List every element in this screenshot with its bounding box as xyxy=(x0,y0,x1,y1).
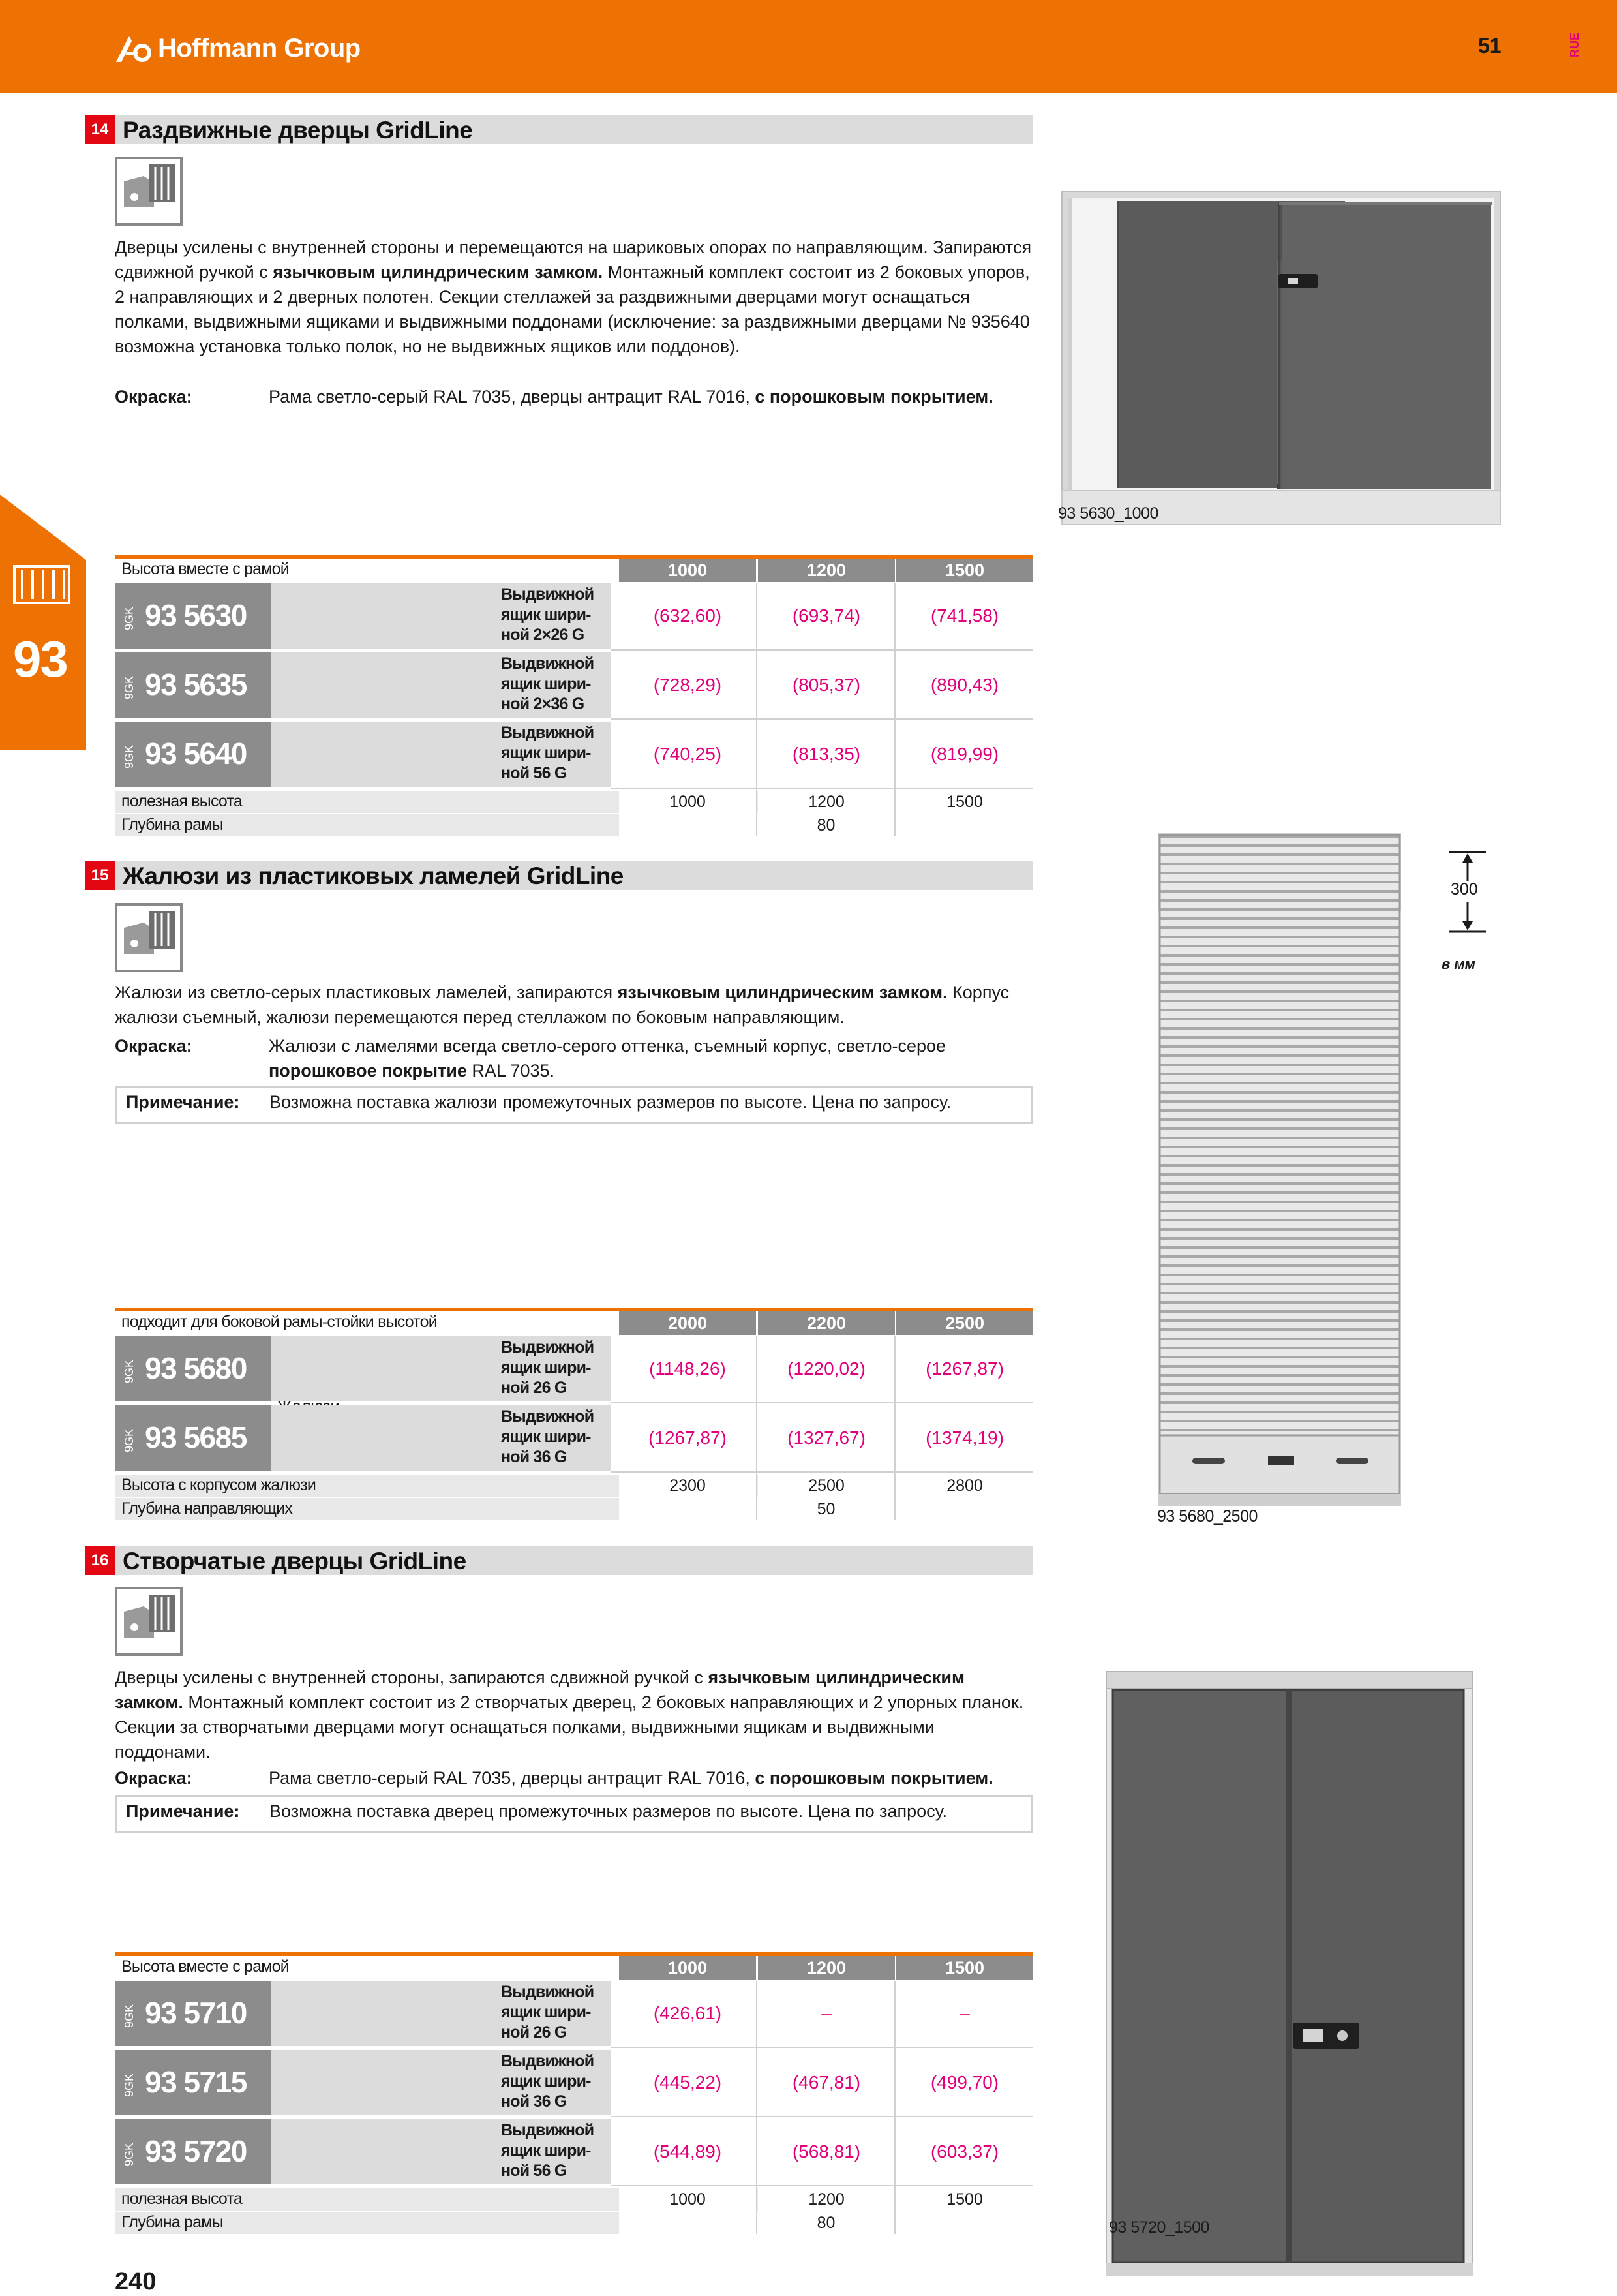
section-number: 15 xyxy=(85,861,115,890)
section-number: 14 xyxy=(85,115,115,144)
price: (1267,87) xyxy=(648,1428,727,1448)
variant-label: Выдвижной ящик шири-ной 36 G xyxy=(501,2052,594,2111)
page-number-bottom: 240 xyxy=(115,2268,157,2295)
section-16-paint: Окраска: Рама светло-серый RAL 7035, дверцы антрацит RAL 7016, с порошковым покрытием. xyxy=(115,1768,993,1788)
price: (632,60) xyxy=(653,605,722,626)
column-header: 2200 xyxy=(758,1311,895,1335)
section-title: Створчатые дверцы GridLine xyxy=(123,1548,466,1574)
section-title: Раздвижные дверцы GridLine xyxy=(123,117,473,144)
price: (741,58) xyxy=(930,605,999,626)
dimension-unit: в мм xyxy=(1442,956,1475,972)
section-title: Жалюзи из пластиковых ламелей GridLine xyxy=(123,863,624,889)
section-15-description: Жалюзи из светло-серых пластиковых ламелей, запираются язычковым цилиндрическим замком. Корпус жалюзи съемный, жалюзи перемещаются перед стеллажом по боковым направляющим. xyxy=(115,983,1010,1027)
chapter-number: 93 xyxy=(13,630,67,688)
column-header: 2500 xyxy=(896,1311,1033,1335)
roller-shutter-image xyxy=(1153,829,1414,1511)
section-15-table xyxy=(115,1308,1033,1523)
cabinet-pictogram-icon xyxy=(115,157,183,226)
dimension-value: 300 xyxy=(1451,880,1478,898)
cabinet-pictogram-icon xyxy=(115,903,183,972)
article-cell: 9GK 93 5680 xyxy=(115,1336,271,1401)
article-number[interactable]: 93 5640 xyxy=(145,737,247,771)
article-number[interactable]: 93 5685 xyxy=(145,1420,247,1454)
chapter-tab xyxy=(0,495,86,750)
article-cell: 9GK 93 5640 xyxy=(115,722,271,787)
price: (1374,19) xyxy=(926,1428,1004,1448)
section-16-table xyxy=(115,1952,1033,2237)
section-15-header xyxy=(85,861,1033,890)
price: (426,61) xyxy=(653,2003,722,2023)
price: (728,29) xyxy=(653,675,722,695)
brand-logo xyxy=(115,29,361,68)
article-number[interactable]: 93 5630 xyxy=(145,598,247,632)
hinged-doors-image xyxy=(1104,1670,1475,2277)
price: (1327,67) xyxy=(787,1428,866,1448)
article-cell: 9GK 93 5635 xyxy=(115,652,271,718)
variant-label: Выдвижной ящик шири-ной 36 G xyxy=(501,1407,594,1466)
hoffmann-logo-icon xyxy=(115,32,151,65)
price: (499,70) xyxy=(930,2072,999,2092)
price: – xyxy=(821,2003,832,2023)
brand-name: Hoffmann Group xyxy=(158,33,361,63)
variant-label: Выдвижной ящик шири-ной 2×36 G xyxy=(501,654,594,713)
variant-label: Выдвижной ящик шири-ной 56 G xyxy=(501,2121,594,2180)
article-number[interactable]: 93 5680 xyxy=(145,1351,247,1385)
price: (813,35) xyxy=(792,744,861,764)
variant-label: Выдвижной ящик шири-ной 2×26 G xyxy=(501,585,594,644)
price: – xyxy=(960,2003,970,2023)
table-header-row: Высота вместе с рамой 1000 1200 1500 xyxy=(115,555,1033,582)
article-cell: 9GK 93 5715 xyxy=(115,2050,271,2115)
image-caption: 93 5720_1500 xyxy=(1109,2218,1209,2237)
section-16-note: Примечание: Возможна поставка дверец промежуточных размеров по высоте. Цена по запросу. xyxy=(115,1795,1033,1833)
column-header: 1200 xyxy=(758,559,895,582)
section-14-header xyxy=(85,115,1033,144)
article-number[interactable]: 93 5715 xyxy=(145,2065,247,2099)
article-cell: 9GK 93 5710 xyxy=(115,1981,271,2046)
article-number[interactable]: 93 5710 xyxy=(145,1996,247,2030)
price: (1148,26) xyxy=(649,1358,726,1379)
cabinet-pictogram-icon xyxy=(115,1587,183,1656)
section-14-paint: Окраска: Рама светло-серый RAL 7035, дверцы антрацит RAL 7016, с порошковым покрытием. xyxy=(115,387,993,406)
section-15-note: Примечание: Возможна поставка жалюзи промежуточных размеров по высоте. Цена по запросу. xyxy=(115,1086,1033,1124)
article-cell: 9GK 93 5720 xyxy=(115,2119,271,2184)
price: (693,74) xyxy=(792,605,861,626)
region-code: RUE xyxy=(1568,32,1581,57)
variant-label: Выдвижной ящик шири-ной 26 G xyxy=(501,1338,594,1397)
section-14-description: Дверцы усилены с внутренней стороны и перемещаются на шариковых опорах по направляющим. Запираются сдвижной ручкой с язычковым цилиндрическим замком. Монтажный комплект состоит из 2 боковых упоров, 2 направляющих и 2 дверных полотен. Секции стеллажей за раздвижными дверцами могут оснащаться полками, выдвижными ящиками и выдвижными поддонами (исключение: за раздвижными дверцами № 935640 возможна установка только полок, но не выдвижных ящиков или поддонов). xyxy=(115,237,1032,356)
article-cell: 9GK 93 5630 xyxy=(115,583,271,649)
footer-row: Высота с корпусом жалюзи 2300 2500 2800 xyxy=(115,1475,1033,1497)
page-number-top: 51 xyxy=(1478,34,1502,57)
footer-row: полезная высота 1000 1200 1500 xyxy=(115,2188,1033,2211)
price: (603,37) xyxy=(930,2141,999,2162)
article-number[interactable]: 93 5720 xyxy=(145,2134,247,2168)
section-16-description: Дверцы усилены с внутренней стороны, запираются сдвижной ручкой с язычковым цилиндрическим замком. Монтажный комплект состоит из 2 створчатых дверец, 2 боковых направляющих и 2 упорных планок. Секции за створчатыми дверцами могут оснащаться полками, выдвижными ящикам и выдвижными поддонами. xyxy=(115,1668,1024,1762)
column-header: 2000 xyxy=(619,1311,756,1335)
section-number: 16 xyxy=(85,1546,115,1575)
section-14-table xyxy=(115,555,1033,839)
price: (544,89) xyxy=(653,2141,722,2162)
price: (890,43) xyxy=(930,675,999,695)
price: (1267,87) xyxy=(926,1358,1004,1379)
column-header: 1200 xyxy=(758,1956,895,1980)
price: (819,99) xyxy=(930,744,999,764)
variant-label: Выдвижной ящик шири-ной 56 G xyxy=(501,724,594,782)
image-caption: 93 5630_1000 xyxy=(1058,504,1158,523)
image-caption: 93 5680_2500 xyxy=(1157,1507,1258,1525)
variant-label: Выдвижной ящик шири-ной 26 G xyxy=(501,1983,594,2042)
article-number[interactable]: 93 5635 xyxy=(145,667,247,701)
column-header: 1500 xyxy=(896,1956,1033,1980)
sliding-doors-image xyxy=(1058,189,1503,528)
footer-row: Глубина рамы 80 xyxy=(115,814,1033,836)
price: (805,37) xyxy=(792,675,861,695)
table-header-row: подходит для боковой рамы-стойки высотой 2000 2200 2500 xyxy=(115,1308,1033,1335)
price: (1220,02) xyxy=(787,1358,866,1379)
section-15-paint: Окраска: Жалюзи с ламелями всегда светло-серого оттенка, съемный корпус, светло-серое порошковое покрытие RAL 7035. xyxy=(115,1036,946,1080)
article-cell: 9GK 93 5685 xyxy=(115,1405,271,1471)
price: (445,22) xyxy=(653,2072,722,2092)
price: (740,25) xyxy=(653,744,722,764)
column-header: 1000 xyxy=(619,1956,756,1980)
footer-row: Глубина рамы 80 xyxy=(115,2212,1033,2234)
price: (467,81) xyxy=(792,2072,861,2092)
section-16-header xyxy=(85,1546,1033,1575)
footer-row: полезная высота 1000 1200 1500 xyxy=(115,791,1033,813)
footer-row: Глубина направляющих 50 xyxy=(115,1498,1033,1520)
price: (568,81) xyxy=(792,2141,861,2162)
column-header: 1500 xyxy=(896,559,1033,582)
table-header-row: Высота вместе с рамой 1000 1200 1500 xyxy=(115,1952,1033,1980)
column-header: 1000 xyxy=(619,559,756,582)
